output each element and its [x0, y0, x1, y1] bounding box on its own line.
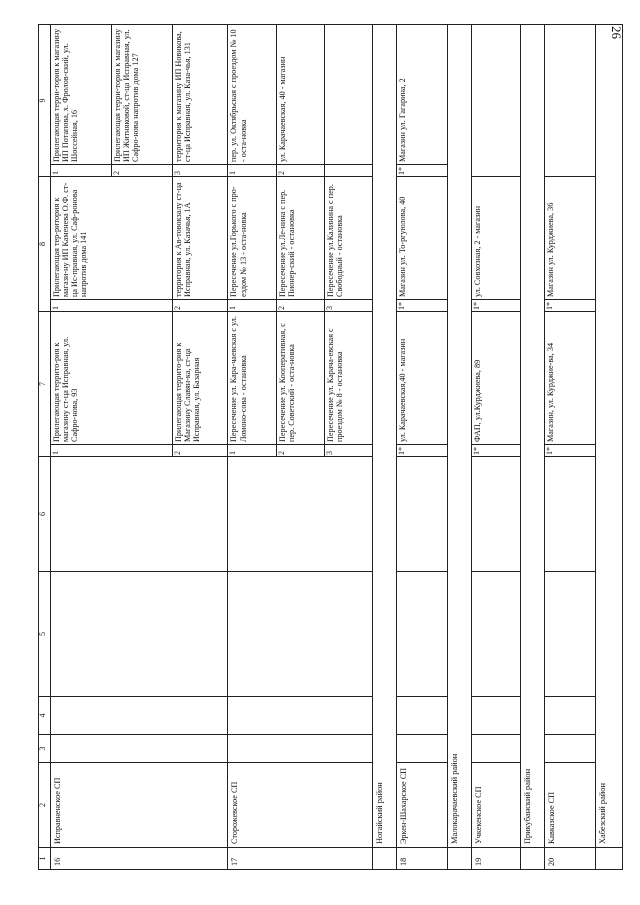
item-number: 1 — [228, 299, 275, 311]
location-cell — [51, 312, 173, 457]
empty-cell — [472, 697, 521, 735]
item-number: 2 — [173, 299, 227, 311]
document-page — [38, 0, 623, 905]
empty-cell — [396, 735, 447, 763]
col-header: 8 — [39, 177, 51, 312]
location-text: Прилегающая террито-рия к Магазину Славян-ка, ст-ца Исправная, ул. Базарная — [174, 342, 202, 442]
location-text: Пересечение ул.Калинина с пер. Свободный - остановка — [325, 184, 344, 297]
location-text: Магазин, ул. Курджие-ва, 34 — [546, 342, 556, 442]
col-header: 5 — [39, 572, 51, 697]
item-number: 1 — [51, 164, 111, 176]
location-cell — [472, 177, 521, 312]
table-row — [396, 25, 447, 870]
location-cell — [228, 177, 372, 312]
region-row — [596, 25, 623, 870]
item-number: 1* — [472, 444, 520, 456]
location-text: территория к Ав-товокзалу ст-ца Исправная, ул. Казачья, 1А — [174, 182, 193, 297]
location-cell — [173, 312, 228, 457]
location-cell — [173, 177, 228, 312]
region-row — [372, 25, 396, 870]
region-title: Малокарачаевский район — [447, 25, 471, 848]
location-cell — [545, 312, 596, 457]
location-text: Пересечение ул.Ле-нина с пер. Пионер-ский - остановка — [277, 189, 296, 297]
table-row — [472, 25, 521, 870]
location-cell — [228, 25, 372, 177]
location-text: Прилегающая террито-рия к магазину ст-ца Исправная, ул. Сафро-нова, 93 — [52, 336, 80, 442]
table-row — [545, 25, 596, 870]
region-title: Прикубанский район — [521, 25, 545, 848]
empty-cell — [51, 457, 228, 572]
empty-cell — [447, 848, 471, 870]
trade-locations-table — [38, 24, 623, 870]
settlement-name: Сторожевское СП — [228, 763, 372, 848]
location-cell — [472, 25, 521, 177]
item-number: 1 — [51, 444, 172, 456]
location-cell — [472, 312, 521, 457]
location-cell — [545, 177, 596, 312]
row-number: 19 — [472, 848, 521, 870]
row-number: 18 — [396, 848, 447, 870]
item-number: 2 — [112, 164, 172, 176]
location-cell — [545, 25, 596, 177]
location-text: Пересечение ул.Горького с про-ездом № 13 - оста-новка — [229, 186, 248, 297]
empty-cell — [545, 457, 596, 572]
empty-cell — [472, 735, 521, 763]
location-text: пер. ул. Октябрьская с проездом № 10 - оста-новка — [229, 29, 248, 162]
location-text: ФАП, ул.Курджиева, 89 — [473, 359, 483, 442]
region-title: Ногайский район — [372, 25, 396, 848]
location-text: Магазин ул. Гагарина, 2 — [397, 78, 407, 162]
empty-cell — [545, 735, 596, 763]
rotated-table-frame — [38, 25, 623, 870]
location-text: Прилегающая терри-тория к магазину ИП Потапова, х. Фролов-ский, ул. Шоссейная, 16 — [52, 28, 80, 162]
item-number: 1* — [472, 299, 520, 311]
settlement-name: Исправненское СП — [51, 763, 228, 848]
location-text: Прилегающая терри-тория к магазину ИП Житняковой, ст-ца Исправная, ул. Сафро-нова напротив дома 127 — [113, 28, 141, 162]
item-number: 2 — [277, 164, 324, 176]
col-header: 7 — [39, 312, 51, 457]
item-number: 2 — [277, 299, 324, 311]
row-number: 17 — [228, 848, 372, 870]
col-header: 3 — [39, 735, 51, 763]
empty-cell — [228, 457, 372, 572]
empty-cell — [472, 572, 521, 697]
location-text: ул. Карачаевская, 40 - магазин — [277, 56, 287, 162]
empty-cell — [228, 697, 372, 735]
empty-cell — [396, 457, 447, 572]
region-row — [447, 25, 471, 870]
location-cell — [396, 177, 447, 312]
col-header: 9 — [39, 25, 51, 177]
page-number: 26 — [609, 26, 624, 39]
item-number: 2 — [277, 444, 324, 456]
col-header: 6 — [39, 457, 51, 572]
header-row — [39, 25, 51, 870]
col-header: 2 — [39, 763, 51, 848]
item-number: 1* — [545, 444, 595, 456]
empty-cell — [372, 848, 396, 870]
location-cell — [396, 25, 447, 177]
empty-cell — [51, 735, 228, 763]
empty-cell — [51, 572, 228, 697]
location-cell — [396, 312, 447, 457]
location-cell — [228, 312, 372, 457]
item-number: 3 — [173, 164, 227, 176]
location-cell — [51, 177, 173, 312]
item-number: 1* — [397, 164, 447, 176]
region-row — [521, 25, 545, 870]
settlement-name: Учкекенское СП — [472, 763, 521, 848]
item-number: 1 — [228, 444, 275, 456]
location-cell — [173, 25, 228, 177]
empty-cell — [228, 735, 372, 763]
location-text: Магазин ул. То-ргуюлова, 40 — [397, 196, 407, 297]
location-text: ул. Карачаевская,40 - магазин — [397, 338, 407, 442]
empty-cell — [51, 697, 228, 735]
location-text: территория к магазину ИП Новикова, ст-ца Исправная, ул. Каза-чья, 131 — [174, 31, 193, 162]
location-text: Пересечение ул. Карача-евская с проездом № 8 - остановка — [325, 328, 344, 442]
item-number — [325, 164, 372, 176]
item-number: 1* — [545, 299, 595, 311]
location-text: Пересечение ул. Кара-чаевская с ул. Ломоно-сова - остановка — [229, 316, 248, 442]
row-number: 16 — [51, 848, 228, 870]
empty-cell — [545, 697, 596, 735]
location-text: ул. Совхозная, 2 - магазин — [473, 206, 483, 297]
empty-cell — [396, 572, 447, 697]
location-text — [325, 25, 372, 164]
region-title: Хабезский район — [596, 25, 623, 848]
col-header: 1 — [39, 848, 51, 870]
empty-cell — [228, 572, 372, 697]
location-text: Прилегающая тер-ритория к магази-ну ИП Каменева О.Ф. ст-ца Ис-правная, ул. Саф-ронова напротив дома 141 — [52, 182, 89, 297]
row-number: 20 — [545, 848, 596, 870]
empty-cell — [545, 572, 596, 697]
empty-cell — [472, 457, 521, 572]
table-row — [51, 25, 173, 870]
location-text: Магазин ул. Курджиева, 36 — [546, 202, 556, 297]
item-number: 1* — [397, 299, 447, 311]
empty-cell — [521, 848, 545, 870]
item-number: 1 — [228, 164, 275, 176]
settlement-name: Кавказское СП — [545, 763, 596, 848]
col-header: 4 — [39, 697, 51, 735]
item-number: 3 — [325, 444, 372, 456]
item-number: 2 — [173, 444, 227, 456]
empty-cell — [596, 848, 623, 870]
table-row — [228, 25, 372, 870]
item-number: 1 — [51, 299, 172, 311]
item-number: 3 — [325, 299, 372, 311]
settlement-name: Эркен-Шахарское СП — [396, 763, 447, 848]
item-number: 1* — [397, 444, 447, 456]
location-cell — [51, 25, 173, 177]
empty-cell — [396, 697, 447, 735]
location-text: Пересечение ул. Кооперативная, с пер. Советский - оста-новка — [277, 323, 296, 442]
